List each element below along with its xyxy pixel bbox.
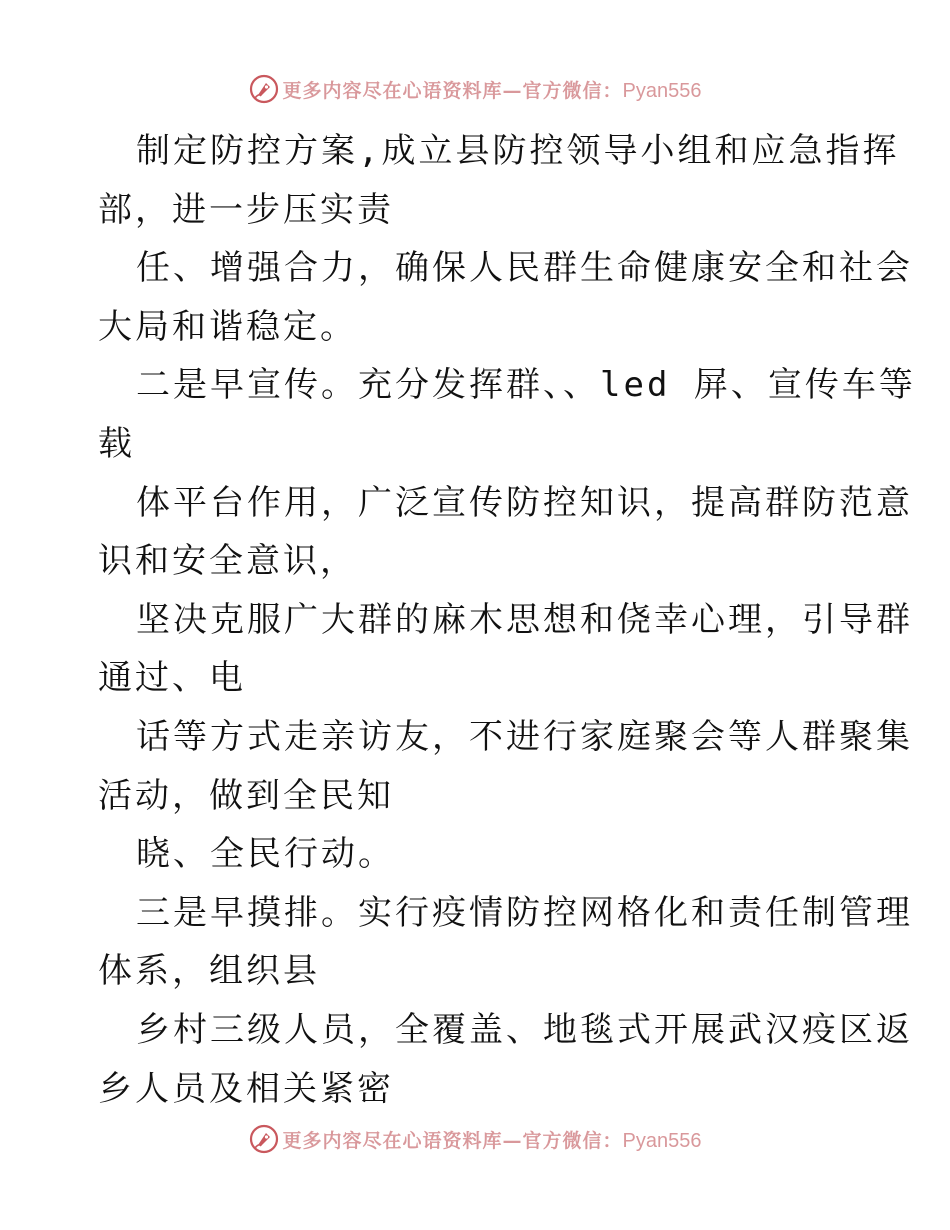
text-line: 三是早摸排。实行疫情防控网格化和责任制管理 — [136, 892, 913, 933]
text-line: 活动，做到全民知 — [98, 775, 394, 816]
text-line: 识和安全意识， — [98, 541, 357, 582]
pen-nib-logo-icon — [249, 74, 279, 104]
text-line: 乡人员及相关紧密 — [98, 1068, 394, 1109]
text-line: 载 — [98, 423, 135, 464]
header-watermark — [0, 72, 950, 106]
text-line: 体系，组织县 — [98, 951, 320, 992]
text-line: 大局和谐稳定。 — [98, 306, 357, 347]
body-text — [98, 122, 916, 1118]
pen-nib-logo-icon — [249, 1124, 279, 1154]
footer-watermark — [0, 1122, 950, 1156]
text-line: 制定防控方案,成立县防控领导小组和应急指挥 — [136, 131, 900, 171]
text-line: 二是早宣传。充分发挥群、、led 屏、宣传车等 — [136, 365, 916, 406]
text-line: 坚决克服广大群的麻木思想和侥幸心理，引导群 — [136, 599, 913, 640]
text-line: 话等方式走亲访友，不进行家庭聚会等人群聚集 — [136, 716, 913, 757]
text-line: 晓、全民行动。 — [136, 834, 395, 875]
text-line: 部，进一步压实责 — [98, 189, 394, 230]
text-line: 乡村三级人员，全覆盖、地毯式开展武汉疫区返 — [136, 1009, 913, 1050]
text-line: 体平台作用，广泛宣传防控知识，提高群防范意 — [136, 482, 913, 523]
text-line: 通过、电 — [98, 658, 246, 699]
watermark-text: 更多内容尽在心语资料库—官方微信：Pyan556 — [282, 1129, 702, 1152]
text-line: 任、增强合力，确保人民群生命健康安全和社会 — [136, 248, 913, 289]
watermark-text: 更多内容尽在心语资料库—官方微信：Pyan556 — [282, 79, 702, 102]
watermark-handle: Pyan556 — [622, 79, 702, 102]
watermark-handle: Pyan556 — [622, 1129, 702, 1152]
